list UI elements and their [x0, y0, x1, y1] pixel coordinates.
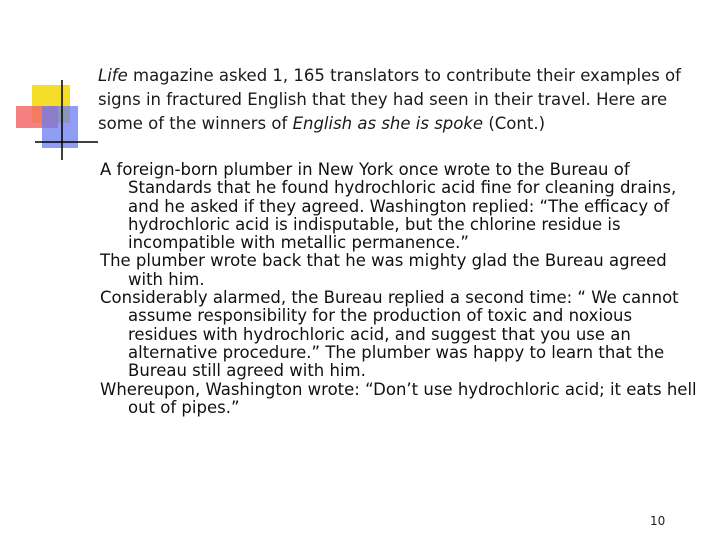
paragraph-3: Considerably alarmed, the Bureau replied a second time: “ We cannot assume responsibility for the production of toxic and noxious residues with hydrochloric acid, and suggest that you use an alternative procedure.” The plumber was happy to learn that the Bureau still agreed with him. — [100, 288, 679, 381]
paragraph-2: The plumber wrote back that he was mighty glad the Bureau agreed with him. — [100, 251, 667, 289]
paragraph-1: A foreign-born plumber in New York once wrote to the Bureau of Standards that he found hydrochloric acid fine for cleaning drains, and he asked if they agreed. Washington replied: “The efficacy of hydrochloric acid is indisputable, but the chlorine residue is incompatible with metallic permanence.” — [100, 160, 677, 253]
paragraph-4: Whereupon, Washington wrote: “Don’t use hydrochloric acid; it eats hell out of pipes.” — [100, 379, 697, 417]
slide-title — [98, 64, 708, 136]
title-magazine-name: Life — [98, 66, 128, 85]
page-number: 10 — [650, 514, 666, 528]
slide-body — [100, 161, 700, 417]
title-suffix: (Cont.) — [483, 114, 546, 133]
title-emphasis: English as she is spoke — [292, 114, 484, 133]
title-text: magazine asked 1, 165 translators to contribute their examples of signs in fractured English that they had seen in their travel. Here are some of the winners of — [98, 66, 681, 133]
decorative-corner-graphic — [0, 0, 100, 170]
